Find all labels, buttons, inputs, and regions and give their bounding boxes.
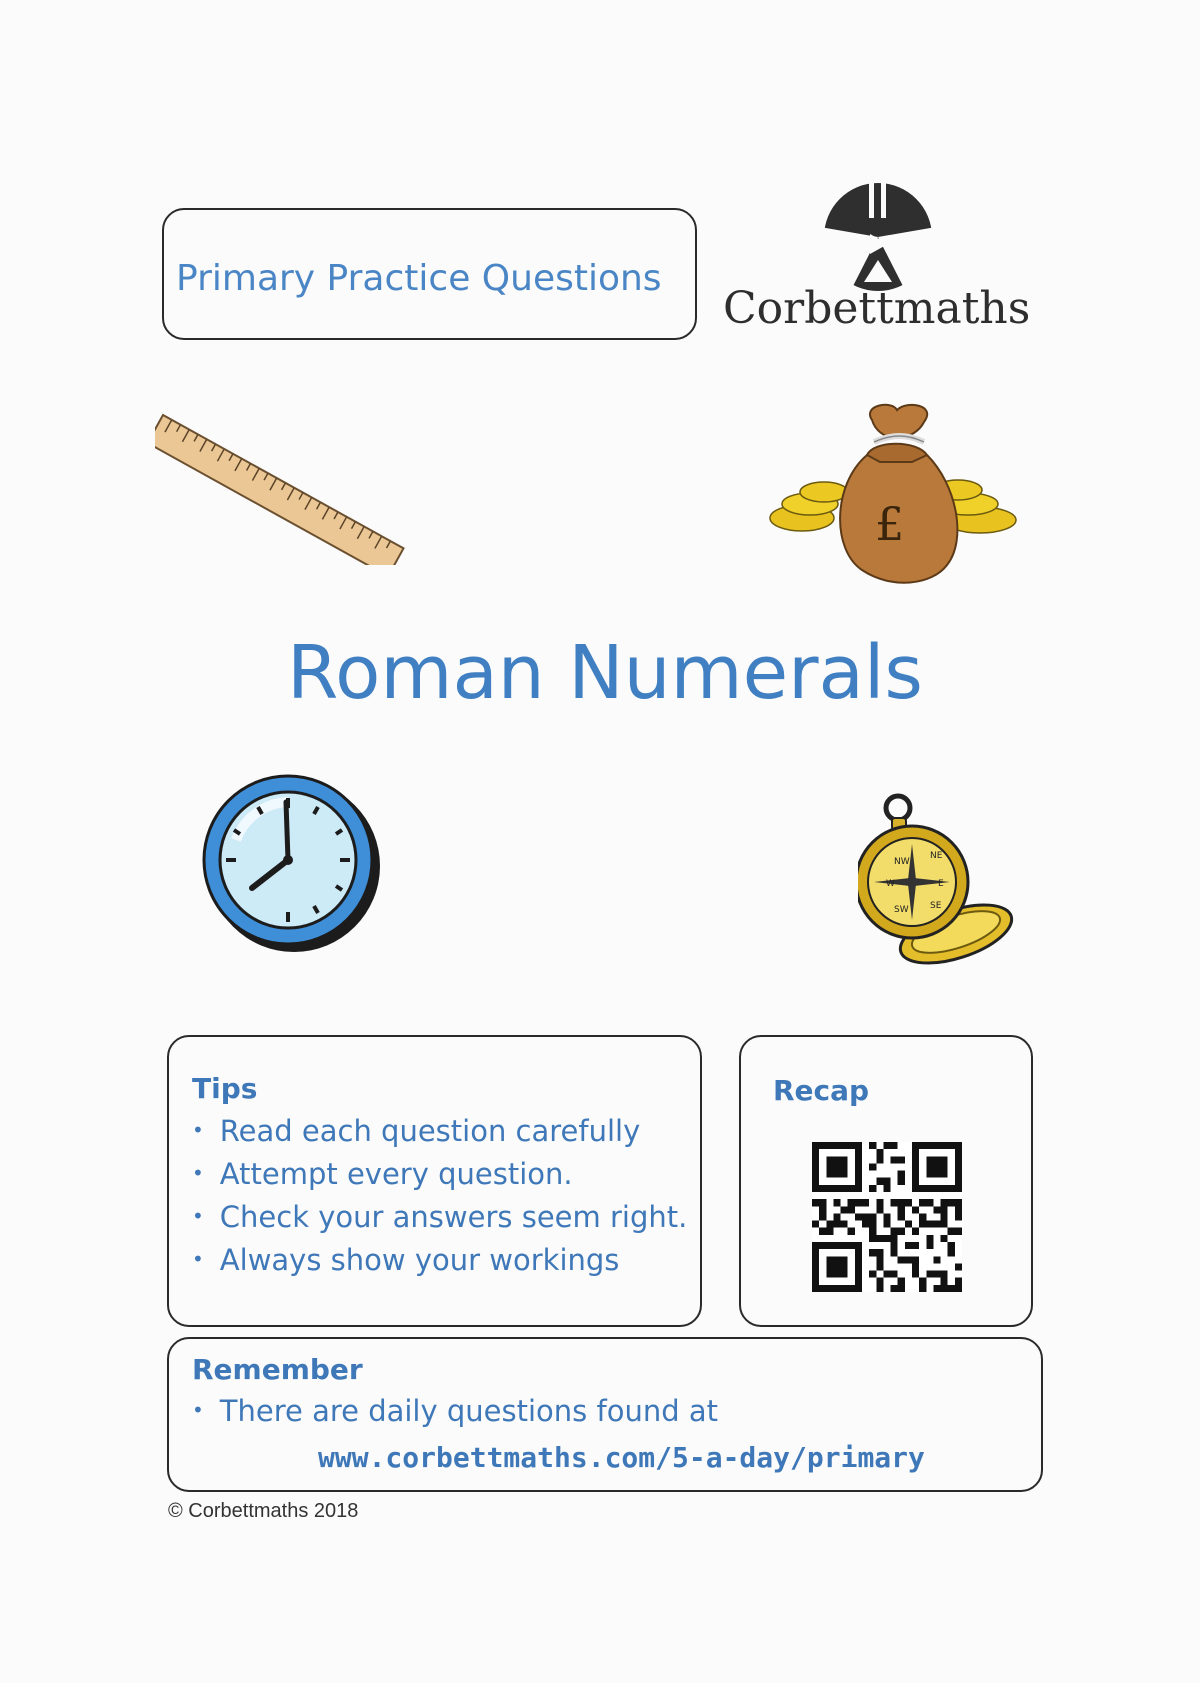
svg-text:E: E (938, 879, 944, 889)
brand-name: Corbettmaths (723, 283, 1031, 334)
svg-text:NE: NE (930, 851, 943, 861)
tip-item: • Always show your workings (192, 1243, 620, 1277)
qr-code-icon[interactable] (810, 1142, 964, 1292)
remember-url-link[interactable]: www.corbettmaths.com/5-a-day/primary (318, 1441, 925, 1474)
recap-heading: Recap (773, 1074, 870, 1107)
svg-text:SE: SE (930, 901, 942, 911)
tip-item: • Read each question carefully (192, 1114, 641, 1148)
svg-text:SW: SW (894, 905, 909, 915)
compass-icon (858, 792, 1018, 972)
tip-item: • Attempt every question. (192, 1157, 573, 1191)
svg-text:NW: NW (894, 857, 910, 867)
corbettmaths-logo-icon (820, 182, 940, 292)
remember-item: • There are daily questions found at (192, 1394, 718, 1428)
tips-heading: Tips (192, 1072, 258, 1105)
svg-text:W: W (886, 879, 895, 889)
ruler-icon (155, 385, 425, 565)
header-label: Primary Practice Questions (176, 258, 662, 299)
money-bag-icon (762, 400, 1032, 600)
remember-heading: Remember (192, 1353, 363, 1386)
clock-icon (196, 770, 386, 960)
page-title: Roman Numerals (287, 630, 923, 716)
tip-item: • Check your answers seem right. (192, 1200, 688, 1234)
copyright-text: © Corbettmaths 2018 (168, 1500, 359, 1522)
svg-text:£: £ (875, 497, 905, 551)
